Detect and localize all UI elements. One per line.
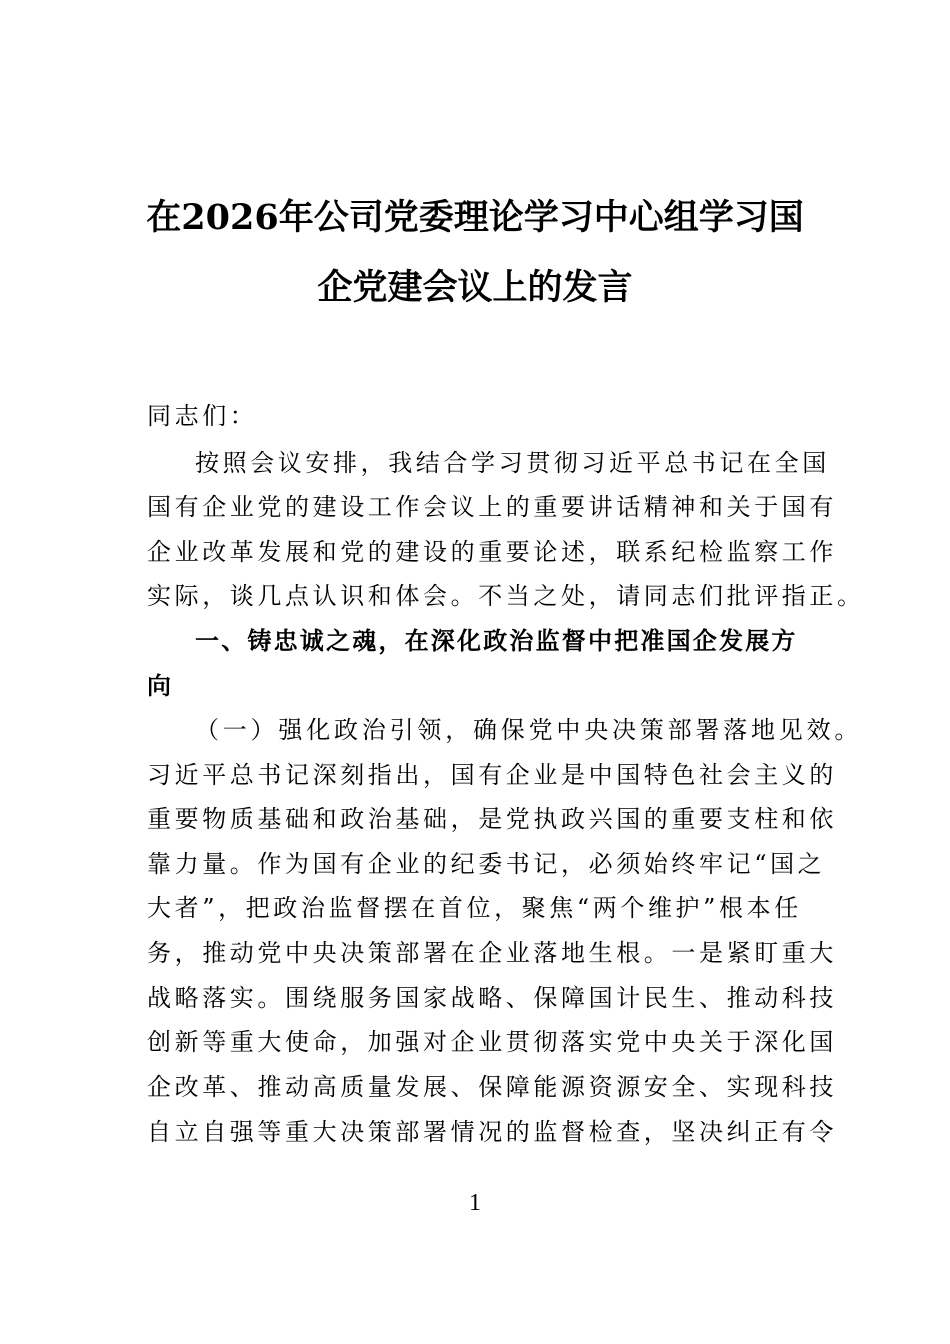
subsection-heading: （一）强化政治引领，确保党中央决策部署落地见效。 <box>195 716 863 744</box>
body-paragraph-line: 战略落实。围绕服务国家战略、保障国计民生、推动科技 <box>147 984 837 1012</box>
body-paragraph-line: 创新等重大使命，加强对企业贯彻落实党中央关于深化国 <box>147 1028 837 1056</box>
body-paragraph-line: 自立自强等重大决策部署情况的监督检查，坚决纠正有令 <box>147 1118 837 1146</box>
document-title-line-1: 在2026年公司党委理论学习中心组学习国 <box>146 197 804 238</box>
section-heading-line-2: 向 <box>147 672 174 700</box>
intro-paragraph-line: 实际，谈几点认识和体会。不当之处，请同志们批评指正。 <box>147 582 865 610</box>
body-paragraph-line: 企改革、推动高质量发展、保障能源资源安全、实现科技 <box>147 1073 837 1101</box>
section-heading-line-1: 一、铸忠诚之魂，在深化政治监督中把准国企发展方 <box>195 627 798 655</box>
body-paragraph-line: 靠力量。作为国有企业的纪委书记，必须始终牢记“国之 <box>147 850 826 878</box>
body-paragraph-line: 习近平总书记深刻指出，国有企业是中国特色社会主义的 <box>147 761 837 789</box>
intro-paragraph-line: 国有企业党的建设工作会议上的重要讲话精神和关于国有 <box>147 493 837 521</box>
page-number: 1 <box>469 1190 481 1216</box>
body-paragraph-line: 务，推动党中央决策部署在企业落地生根。一是紧盯重大 <box>147 939 837 967</box>
intro-paragraph-line: 企业改革发展和党的建设的重要论述，联系纪检监察工作 <box>147 538 837 566</box>
document-title-line-2: 企党建会议上的发言 <box>317 267 633 308</box>
body-paragraph-line: 大者”，把政治监督摆在首位，聚焦“两个维护”根本任 <box>147 894 802 922</box>
body-paragraph-line: 重要物质基础和政治基础，是党执政兴国的重要支柱和依 <box>147 805 837 833</box>
intro-paragraph-line: 按照会议安排，我结合学习贯彻习近平总书记在全国 <box>195 449 830 477</box>
salutation: 同志们： <box>147 402 258 430</box>
